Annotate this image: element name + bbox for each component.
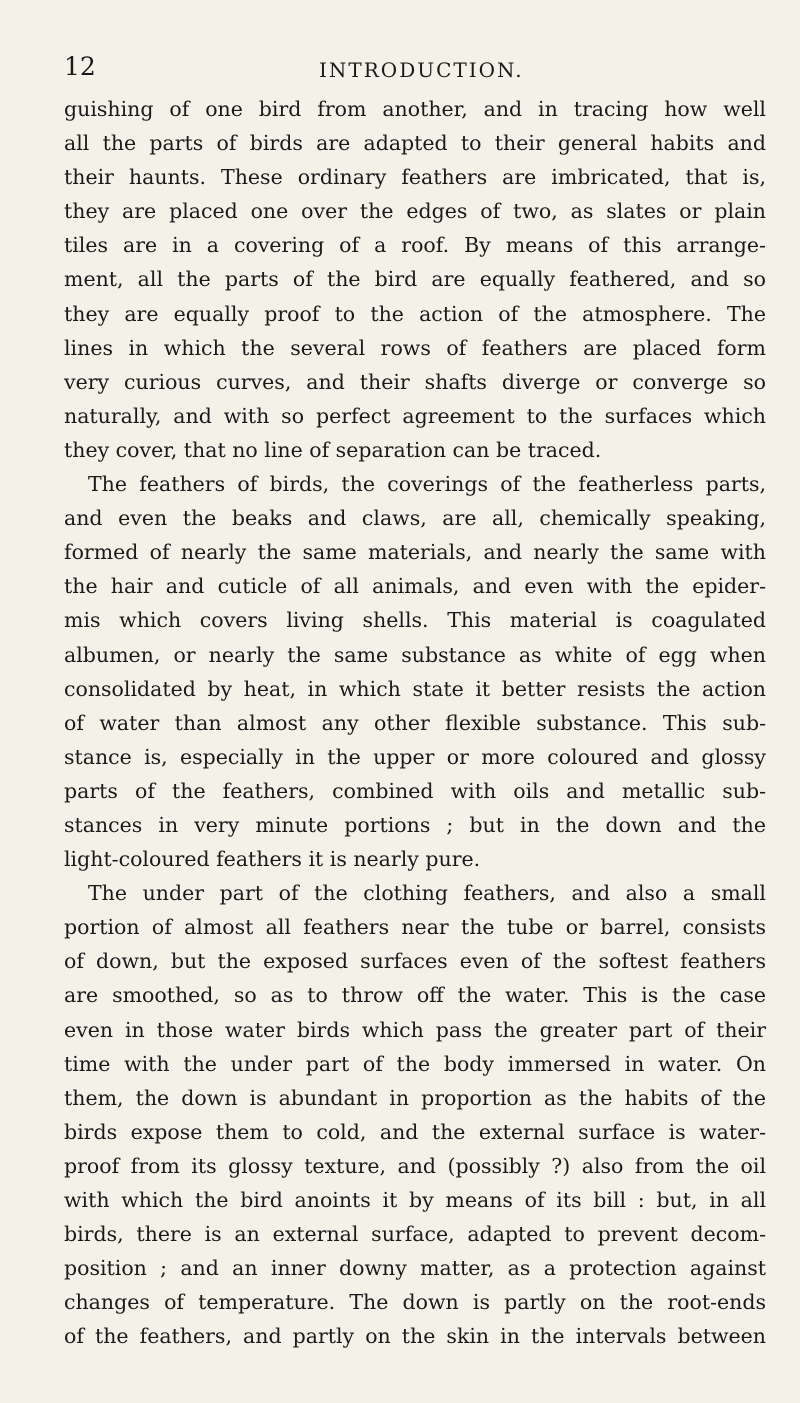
text-line: of down, but the exposed surfaces even of the softest feathers — [64, 949, 766, 974]
text-line: they are equally proof to the action of the atmosphere. The — [64, 301, 766, 326]
text-line: consolidated by heat, in which state it better resists the action — [64, 676, 766, 701]
text-line: portion of almost all feathers near the tube or barrel, consists — [64, 915, 766, 940]
page-number: 12 — [64, 52, 96, 81]
text-line: position ; and an inner downy matter, as a protection against — [64, 1256, 766, 1281]
text-line: light-coloured feathers it is nearly pure. — [64, 847, 481, 872]
text-line: parts of the feathers, combined with oils and metallic sub- — [64, 778, 766, 803]
text-line: The under part of the clothing feathers, and also a small — [88, 881, 766, 906]
text-line: their haunts. These ordinary feathers are imbricated, that is, — [64, 165, 766, 190]
text-line: The feathers of birds, the coverings of the featherless parts, — [88, 472, 766, 497]
text-line: of water than almost any other flexible substance. This sub- — [64, 710, 766, 735]
text-line: with which the bird anoints it by means of its bill : but, in all — [64, 1188, 766, 1212]
text-line: ment, all the parts of the bird are equally feathered, and so — [64, 267, 766, 292]
text-line: albumen, or nearly the same substance as white of egg when — [64, 642, 766, 667]
text-line: them, the down is abundant in proportion as the habits of the — [64, 1085, 766, 1110]
running-head: INTRODUCTION. — [319, 58, 524, 82]
text-line: they are placed one over the edges of two, as slates or plain — [64, 199, 766, 224]
text-line: very curious curves, and their shafts diverge or converge so — [64, 369, 766, 394]
text-line: they cover, that no line of separation can be traced. — [64, 437, 602, 462]
text-line: time with the under part of the body immersed in water. On — [64, 1051, 766, 1076]
text-line: even in those water birds which pass the greater part of their — [64, 1017, 766, 1042]
text-line: birds expose them to cold, and the external surface is water- — [64, 1119, 766, 1144]
body-text — [64, 92, 766, 1353]
text-line: birds, there is an external surface, adapted to prevent decom- — [64, 1222, 766, 1247]
text-line: and even the beaks and claws, are all, chemically speaking, — [64, 506, 766, 531]
text-line: formed of nearly the same materials, and nearly the same with — [64, 540, 766, 565]
text-line: tiles are in a covering of a roof. By means of this arrange- — [64, 233, 766, 258]
page-header — [64, 52, 764, 84]
text-line: lines in which the several rows of feathers are placed form — [64, 335, 766, 360]
text-line: all the parts of birds are adapted to their general habits and — [64, 131, 766, 156]
text-line: are smoothed, so as to throw off the water. This is the case — [64, 983, 766, 1008]
text-line: of the feathers, and partly on the skin in the intervals between — [64, 1324, 766, 1349]
text-line: proof from its glossy texture, and (possibly ?) also from the oil — [64, 1153, 766, 1178]
text-line: the hair and cuticle of all animals, and even with the epider- — [64, 574, 766, 599]
text-line: changes of temperature. The down is partly on the root-ends — [64, 1290, 766, 1315]
text-line: naturally, and with so perfect agreement to the surfaces which — [64, 403, 766, 428]
text-line: stances in very minute portions ; but in the down and the — [64, 812, 766, 837]
text-line: stance is, especially in the upper or more coloured and glossy — [64, 744, 766, 769]
text-line: mis which covers living shells. This material is coagulated — [64, 608, 766, 633]
text-line: guishing of one bird from another, and in tracing how well — [64, 97, 766, 121]
